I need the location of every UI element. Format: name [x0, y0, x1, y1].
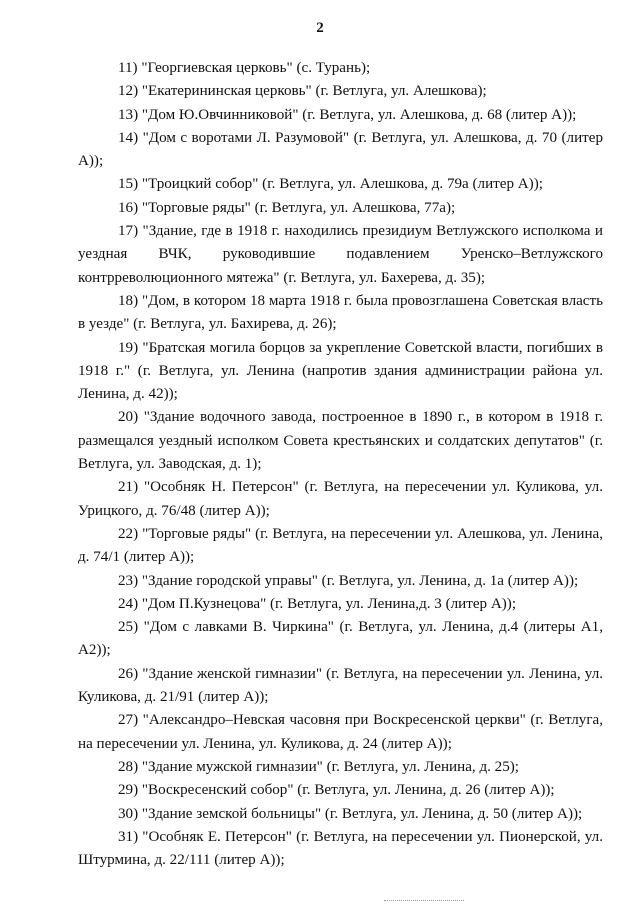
- list-item: 14) "Дом с воротами Л. Разумовой" (г. Ветлуга, ул. Алешкова, д. 70 (литер А));: [78, 129, 603, 170]
- list-item: 20) "Здание водочного завода, построенное в 1890 г., в котором в 1918 г. размещался уездный исполком Совета крестьянских и солдатских депутатов" (г. Ветлуга, ул. Заводская, д. 1);: [78, 409, 603, 473]
- list-item: 21) "Особняк Н. Петерсон" (г. Ветлуга, на пересечении ул. Куликова, ул. Урицкого, д. 76/48 (литер А));: [78, 479, 603, 519]
- list-item: 15) "Троицкий собор" (г. Ветлуга, ул. Алешкова, д. 79а (литер А));: [118, 176, 543, 193]
- page-number: 2: [316, 20, 324, 36]
- list-item: 24) "Дом П.Кузнецова" (г. Ветлуга, ул. Ленина,д. 3 (литер А));: [118, 595, 517, 612]
- list-item: 17) "Здание, где в 1918 г. находились президиум Ветлужского исполкома и уездная ВЧК, руководившие подавлением Уренско–Ветлужского контрреволюционного мятежа" (г. Ветлуга, ул. Бахерева, д. 35);: [78, 223, 603, 286]
- list-item: 19) "Братская могила борцов за укрепление Советской власти, погибших в 1918 г." (г. Ветлуга, ул. Ленина (напротив здания администрации района ул. Ленина, д. 42));: [78, 339, 603, 403]
- list-item: 12) "Екатерининская церковь" (г. Ветлуга, ул. Алешкова);: [118, 83, 487, 100]
- list-item: 22) "Торговые ряды" (г. Ветлуга, на пересечении ул. Алешкова, ул. Ленина, д. 74/1 (литер А));: [78, 525, 603, 566]
- list-item: 11) "Георгиевская церковь" (с. Турань);: [118, 60, 371, 76]
- list-item: 23) "Здание городской управы" (г. Ветлуга, ул. Ленина, д. 1а (литер А));: [118, 572, 579, 589]
- list-item: 28) "Здание мужской гимназии" (г. Ветлуга, ул. Ленина, д. 25);: [118, 758, 519, 775]
- list-item: 26) "Здание женской гимназии" (г. Ветлуга, на пересечении ул. Ленина, ул. Куликова, д. 21/91 (литер А));: [78, 665, 603, 706]
- list-item: 16) "Торговые ряды" (г. Ветлуга, ул. Алешкова, 77а);: [118, 199, 456, 216]
- list-item: 25) "Дом с лавками В. Чиркина" (г. Ветлуга, ул. Ленина, д.4 (литеры А1, А2));: [78, 619, 603, 659]
- list-item: 29) "Воскресенский собор" (г. Ветлуга, ул. Ленина, д. 26 (литер А));: [118, 782, 555, 799]
- monument-list: [78, 57, 603, 872]
- list-item: 27) "Александро–Невская часовня при Воскресенской церкви" (г. Ветлуга, на пересечении ул. Ленина, ул. Куликова, д. 24 (литер А));: [78, 712, 603, 752]
- scan-artifact-divider: [384, 900, 464, 903]
- list-item: 18) "Дом, в котором 18 марта 1918 г. была провозглашена Советская власть в уезде" (г. Ветлуга, ул. Бахирева, д. 26);: [78, 292, 603, 333]
- list-item: 31) "Особняк Е. Петерсон" (г. Ветлуга, на пересечении ул. Пионерской, ул. Штурмина, д. 22/111 (литер А));: [78, 828, 603, 869]
- list-item: 30) "Здание земской больницы" (г. Ветлуга, ул. Ленина, д. 50 (литер А));: [118, 805, 583, 822]
- list-item: 13) "Дом Ю.Овчинниковой" (г. Ветлуга, ул. Алешкова, д. 68 (литер А));: [118, 106, 577, 123]
